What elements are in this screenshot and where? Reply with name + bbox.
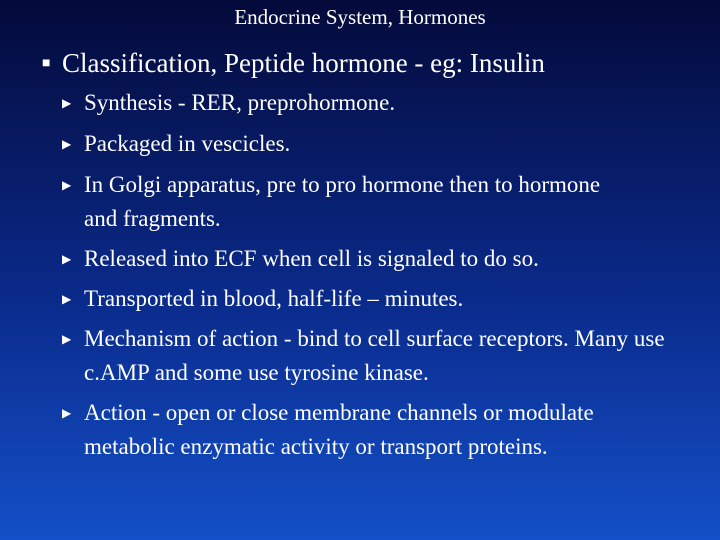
- sub-bullet-text: Released into ECF when cell is signaled to do so.: [84, 246, 539, 271]
- sub-bullet-text: Mechanism of action - bind to cell surface receptors. Many use c.AMP and some use tyrosine kinase.: [84, 326, 665, 385]
- sub-bullet-item: [62, 396, 662, 464]
- triangle-bullet-icon: ▶: [62, 178, 72, 192]
- sub-bullet-text: In Golgi apparatus, pre to pro hormone then to hormone and fragments.: [84, 172, 601, 231]
- sub-bullet-text: Transported in blood, half-life – minutes.: [84, 286, 464, 311]
- square-bullet-icon: ■: [42, 56, 51, 71]
- sub-bullet-text: Packaged in vescicles.: [84, 131, 291, 156]
- triangle-bullet-icon: ▶: [62, 292, 72, 306]
- sub-bullet-text: Action - open or close membrane channels or modulate metabolic enzymatic activity or transport proteins.: [84, 400, 594, 459]
- triangle-bullet-icon: ▶: [62, 406, 72, 420]
- sub-bullet-item: [62, 282, 702, 316]
- sub-bullet-item: [62, 168, 622, 236]
- main-bullet: [42, 46, 545, 80]
- sub-bullet-item: [62, 86, 702, 120]
- sub-bullet-item: [62, 127, 702, 161]
- triangle-bullet-icon: ▶: [62, 137, 72, 151]
- triangle-bullet-icon: ▶: [62, 252, 72, 266]
- slide-title: Endocrine System, Hormones: [234, 5, 486, 29]
- triangle-bullet-icon: ▶: [62, 96, 72, 110]
- main-bullet-text: Classification, Peptide hormone - eg: Insulin: [62, 48, 545, 78]
- triangle-bullet-icon: ▶: [62, 332, 72, 346]
- sub-bullet-text: Synthesis - RER, preprohormone.: [84, 90, 396, 115]
- sub-bullet-item: [62, 242, 702, 276]
- sub-bullet-item: [62, 322, 702, 390]
